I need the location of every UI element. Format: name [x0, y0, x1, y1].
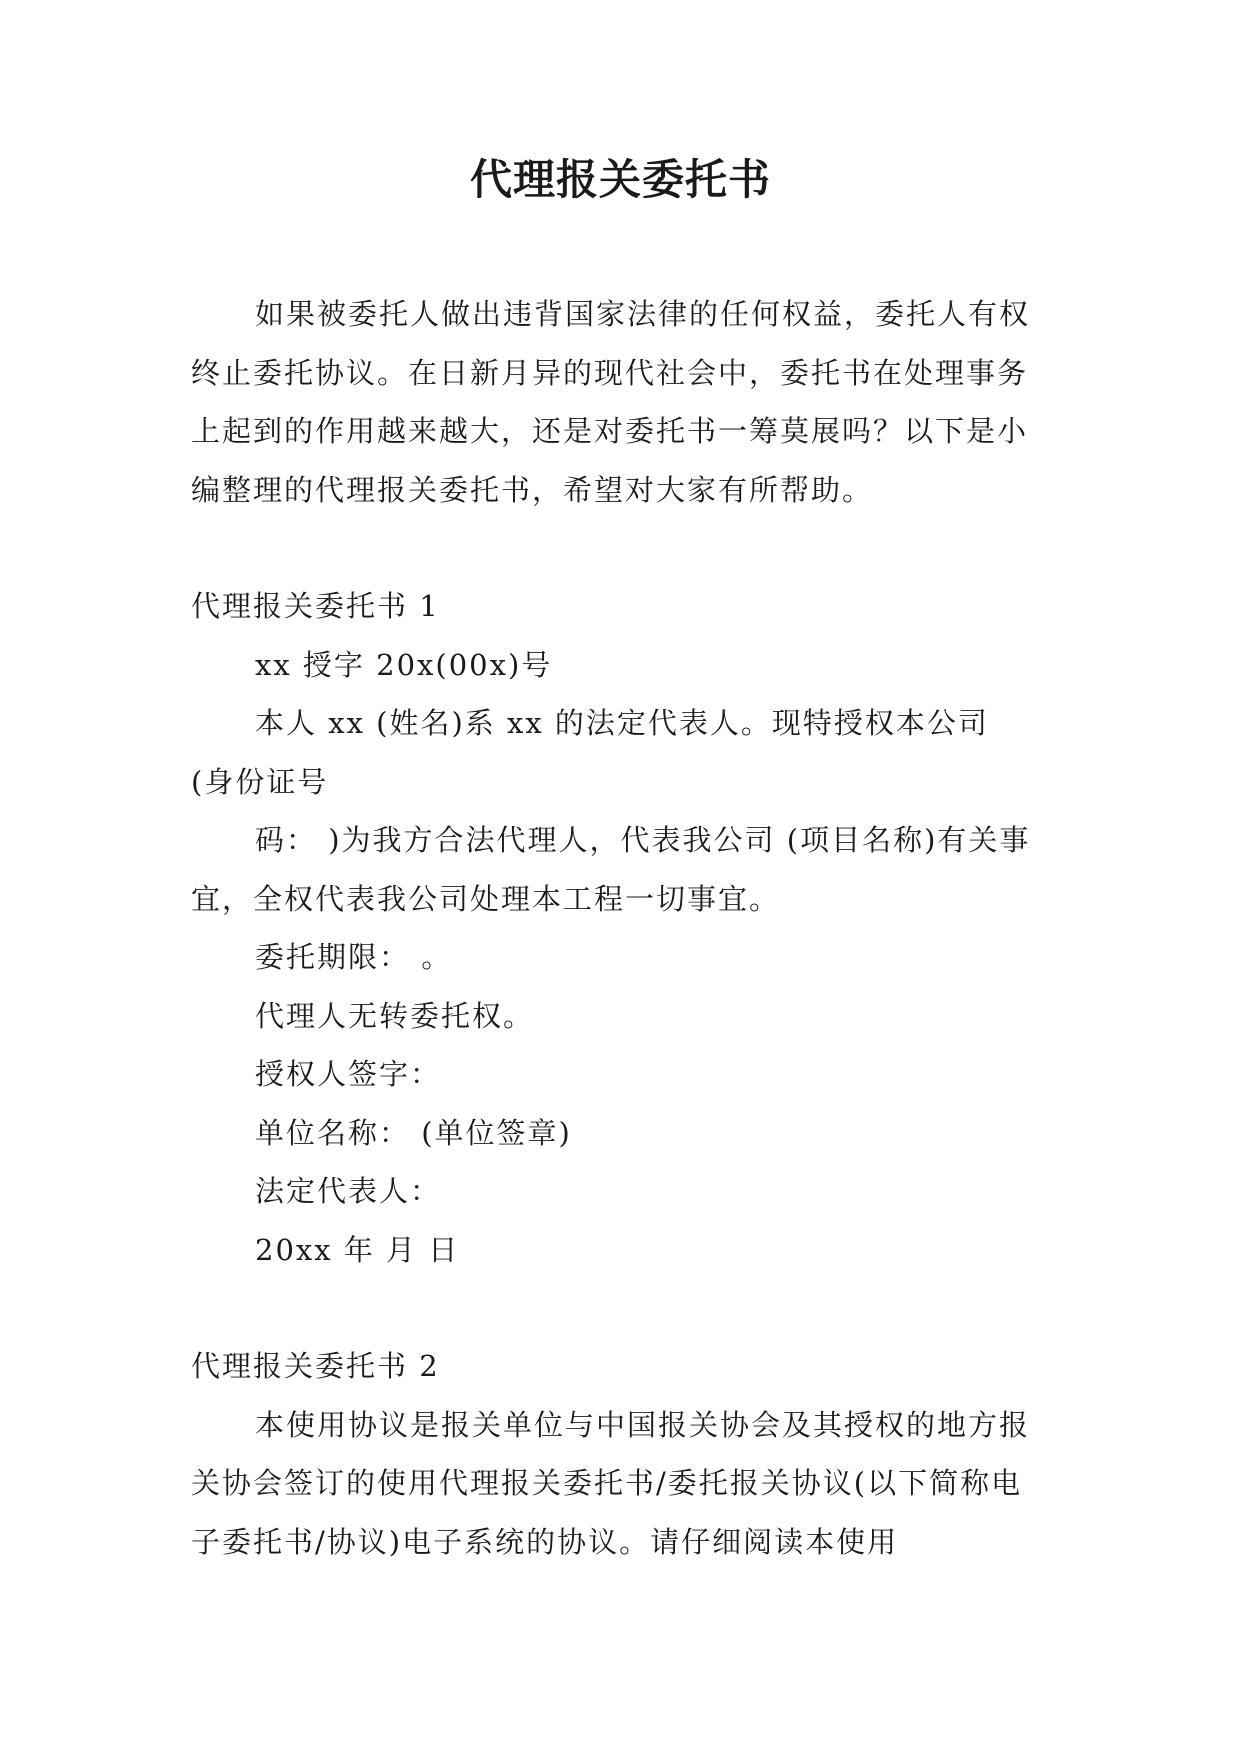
section1-heading: 代理报关委托书 1 — [191, 589, 440, 623]
section1-no-transfer: 代理人无转委托权。 — [255, 998, 535, 1033]
section1-para1-line2: (身份证号 — [191, 764, 329, 799]
section1-ref-no: xx 授字 20x(00x)号 — [255, 647, 553, 682]
section2-heading: 代理报关委托书 2 — [191, 1349, 440, 1383]
section2-para1: 本使用协议是报关单位与中国报关协会及其授权的地方报关协会签订的使用代理报关委托书/委托报关协议(以下简称电子委托书/协议)电子系统的协议。请仔细阅读本使用 — [191, 1407, 1031, 1559]
section1-date: 20xx 年 月 日 — [255, 1232, 460, 1267]
section1-para2: 码： )为我方合法代理人，代表我公司 (项目名称)有关事宜，全权代表我公司处理本工程一切事宜。 — [191, 823, 1031, 916]
document-body — [191, 285, 1051, 1571]
section1-unit: 单位名称： (单位签章) — [255, 1115, 572, 1150]
document-title: 代理报关委托书 — [469, 155, 771, 204]
section1-legal-rep: 法定代表人： — [255, 1174, 442, 1208]
section1-term: 委托期限： 。 — [255, 940, 453, 974]
section1-para1-line1: 本人 xx (姓名)系 xx 的法定代表人。现特授权本公司 — [255, 706, 989, 740]
section1-signer: 授权人签字： — [255, 1057, 442, 1091]
intro-paragraph: 如果被委托人做出违背国家法律的任何权益，委托人有权终止委托协议。在日新月异的现代社会中，委托书在处理事务上起到的作用越来越大，还是对委托书一筹莫展吗？以下是小编整理的代理报关委托书，希望对大家有所帮助。 — [191, 297, 1031, 507]
